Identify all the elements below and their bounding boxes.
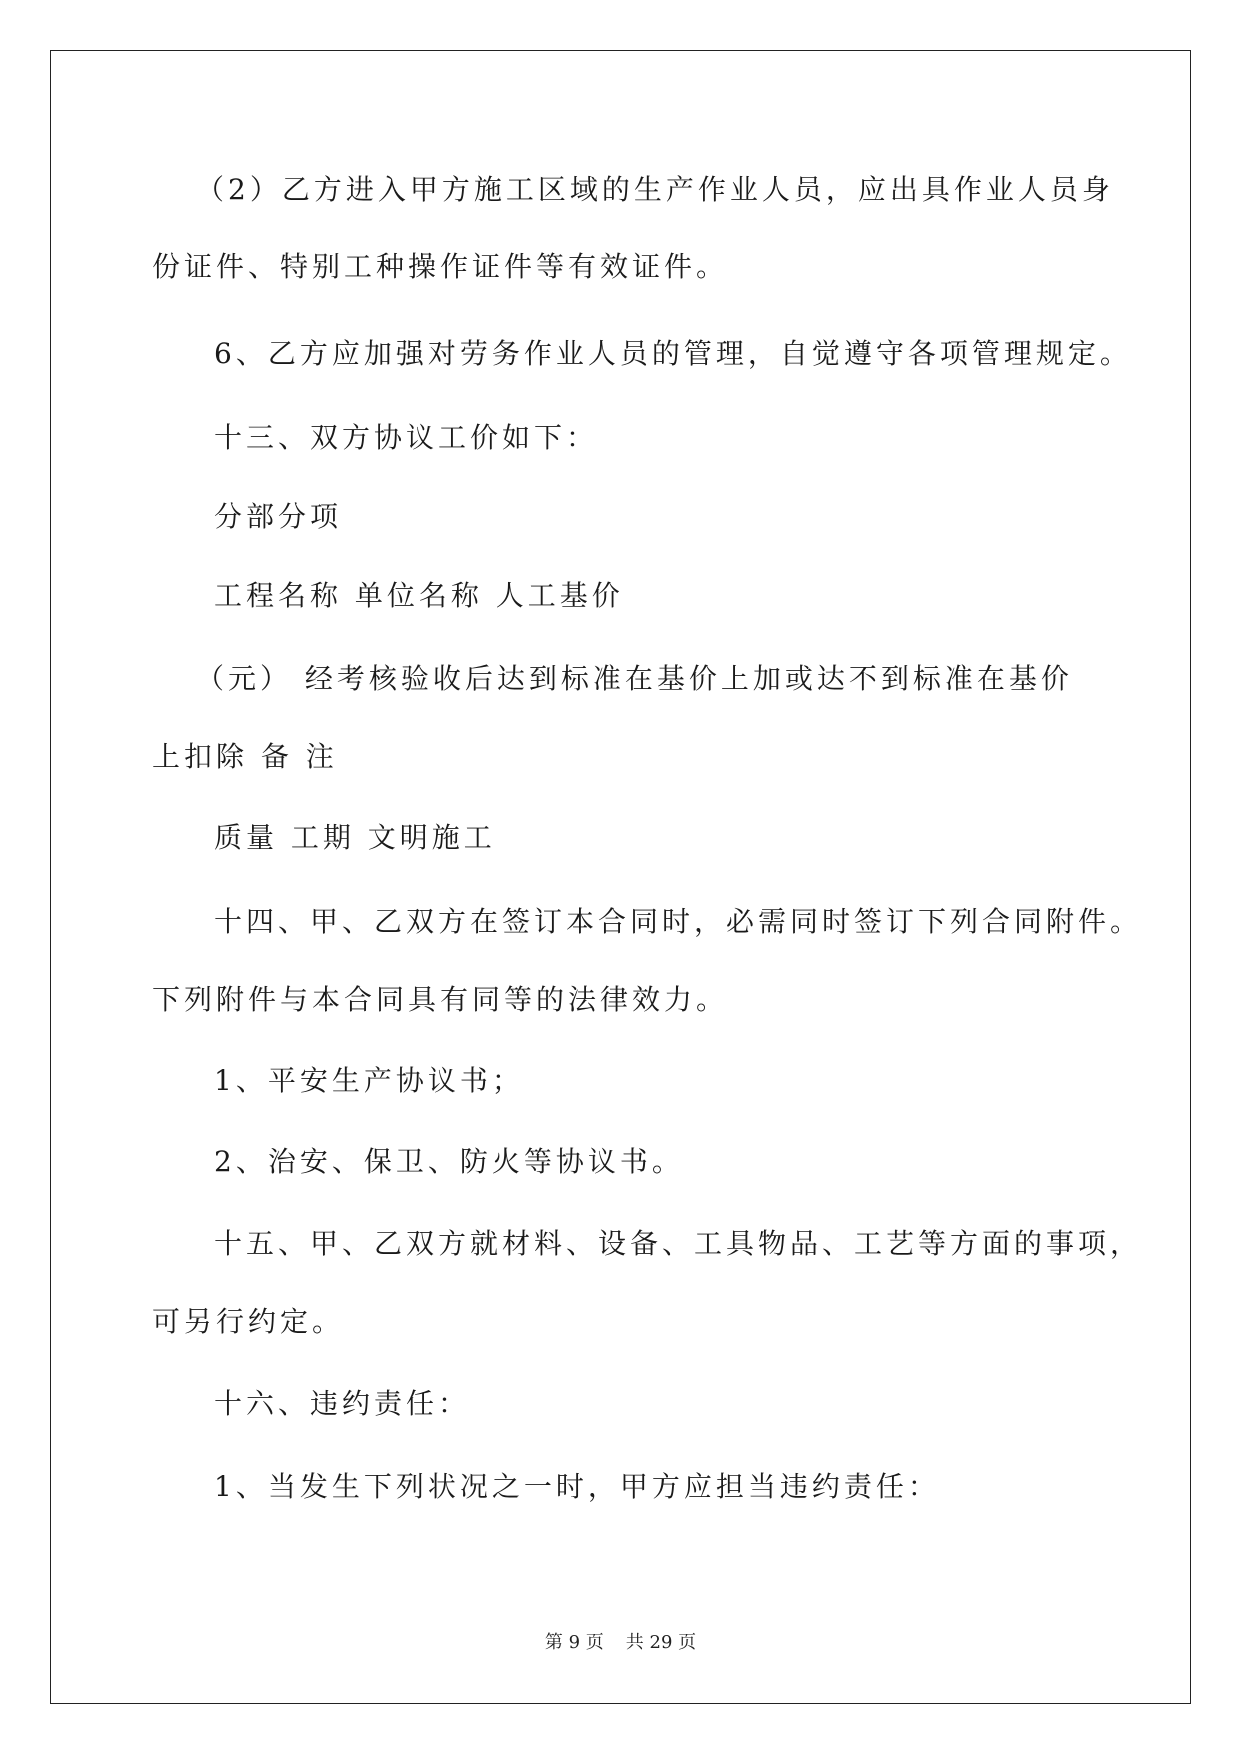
section-heading: 十五、甲、乙双方就材料、设备、工具物品、工艺等方面的事项， [214, 1227, 1143, 1260]
page-footer [0, 1628, 1241, 1654]
section-heading: 十六、违约责任： [214, 1387, 471, 1420]
section-heading: 十四、甲、乙双方在签订本合同时，必需同时签订下列合同附件。 [214, 905, 1143, 938]
list-item: 2、治安、保卫、防火等协议书。 [214, 1145, 684, 1178]
paragraph-line: 可另行约定。 [152, 1305, 345, 1338]
section-heading: 十三、双方协议工价如下： [214, 421, 599, 454]
list-item: 1、平安生产协议书； [214, 1064, 524, 1097]
paragraph-line: 质量 工期 文明施工 [214, 821, 496, 854]
paragraph-line: （元） 经考核验收后达到标准在基价上加或达不到标准在基价 [196, 662, 1073, 695]
paragraph-line: 份证件、特别工种操作证件等有效证件。 [152, 250, 729, 283]
page-total: 共 29 页 [625, 1632, 697, 1653]
paragraph-line: 下列附件与本合同具有同等的法律效力。 [152, 983, 729, 1016]
list-item: 1、当发生下列状况之一时，甲方应担当违约责任： [214, 1470, 940, 1503]
paragraph-line: （2）乙方进入甲方施工区域的生产作业人员，应出具作业人员身 [196, 173, 1114, 206]
paragraph-line: 上扣除 备 注 [152, 740, 338, 773]
page-number: 第 9 页 [544, 1632, 604, 1653]
paragraph-line: 工程名称 单位名称 人工基价 [214, 579, 624, 612]
page-border [50, 50, 1191, 1704]
paragraph-line: 6、乙方应加强对劳务作业人员的管理，自觉遵守各项管理规定。 [214, 337, 1132, 370]
paragraph-line: 分部分项 [214, 500, 343, 533]
